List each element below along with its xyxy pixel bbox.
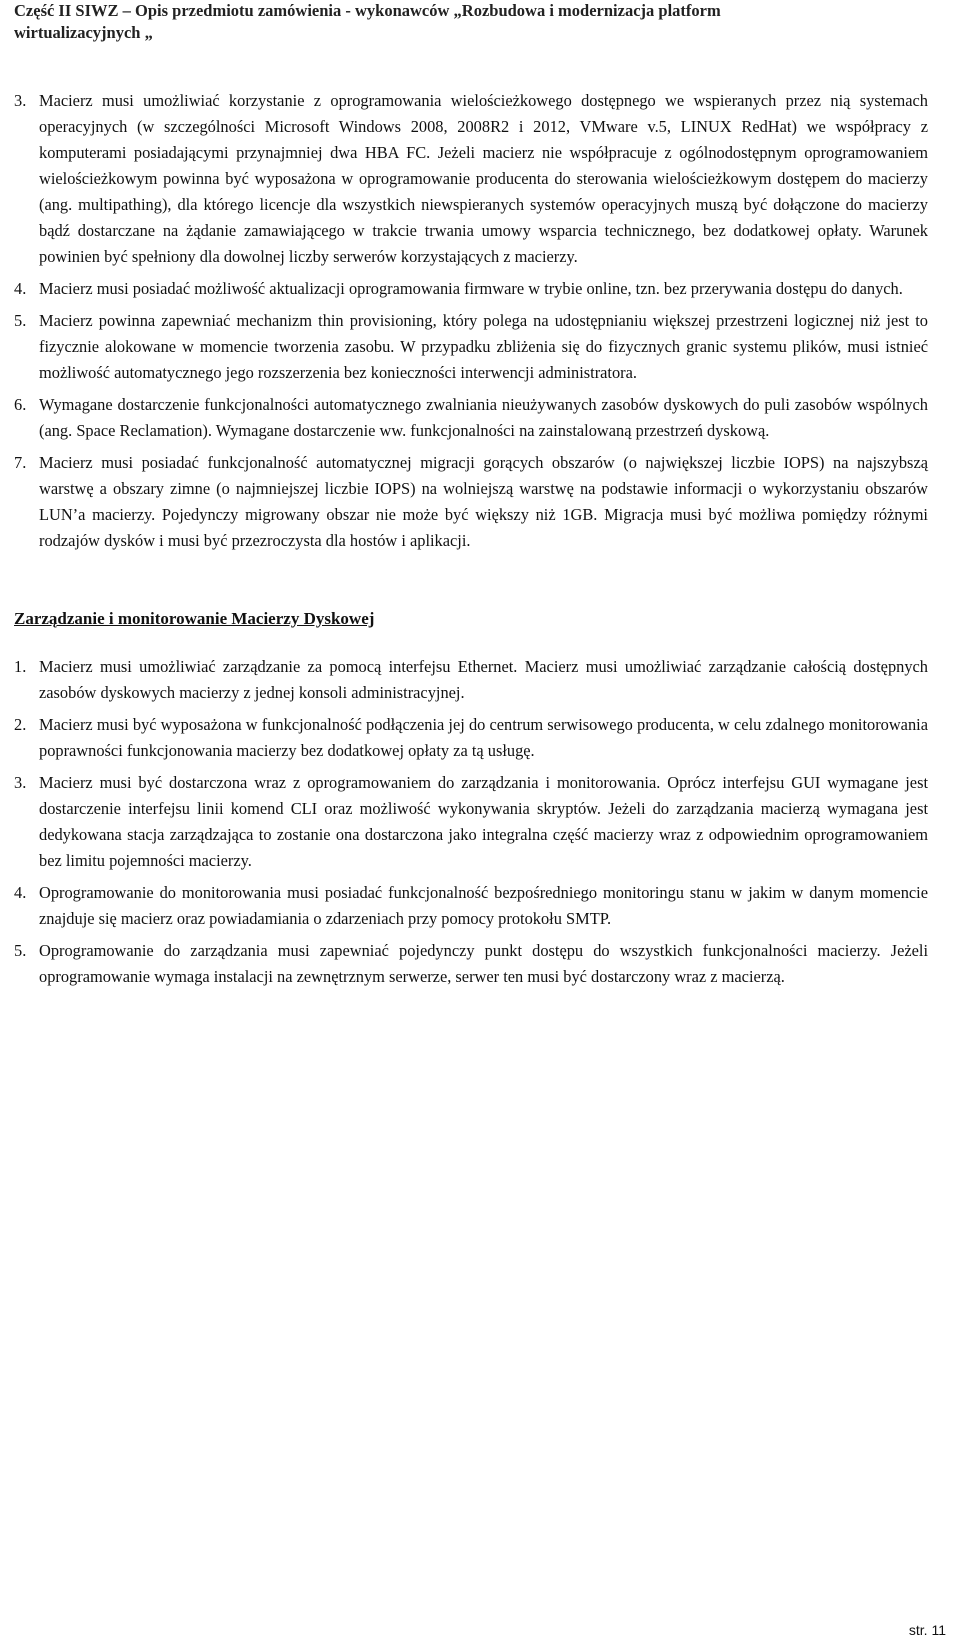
list-item [14,654,928,706]
item-number: 3. [14,91,27,110]
list-item [14,450,928,554]
item-number: 2. [14,715,27,734]
list-item [14,88,928,270]
requirements-list-management [14,654,928,990]
running-header [14,0,914,44]
item-text: Oprogramowanie do monitorowania musi posiadać funkcjonalność bezpośredniego monitoringu stanu w jakim w danym momencie znajduje się macierz oraz powiadamiania o zdarzeniach przy pomocy protokołu SMTP. [39,883,928,928]
item-text: Macierz powinna zapewniać mechanizm thin provisioning, który polega na udostępnianiu większej przestrzeni logicznej niż jest to fizycznie alokowane w momencie tworzenia zasobu. W przypadku zbliżenia się do fizycznych granic systemu plików, musi istnieć możliwość automatycznego jego rozszerzenia bez konieczności interwencji administratora. [39,311,928,382]
item-text: Wymagane dostarczenie funkcjonalności automatycznego zwalniania nieużywanych zasobów dyskowych do puli zasobów wspólnych (ang. Space Reclamation). Wymagane dostarczenie ww. funkcjonalności na zainstalowaną przestrzeń dyskową. [39,395,928,440]
header-line-1: Część II SIWZ – Opis przedmiotu zamówienia - wykonawców „Rozbudowa i modernizacja platform [14,1,721,20]
section-heading: Zarządzanie i monitorowanie Macierzy Dyskowej [14,609,375,628]
item-number: 4. [14,883,27,902]
item-number: 5. [14,941,27,960]
item-text: Macierz musi posiadać możliwość aktualizacji oprogramowania firmware w trybie online, tzn. bez przerywania dostępu do danych. [39,279,903,298]
item-text: Macierz musi posiadać funkcjonalność automatycznej migracji gorących obszarów (o największej liczbie IOPS) na najszybszą warstwę a obszary zimne (o najmniejszej liczbie IOPS) na wolniejszą warstwę na podstawie informacji o wykorzystaniu obszarów LUN’a macierzy. Pojedynczy migrowany obszar nie może być większy niż 1GB. Migracja musi być możliwa pomiędzy różnymi rodzajów dysków i musi być przezroczysta dla hostów i aplikacji. [39,453,928,550]
list-item [14,770,928,874]
item-number: 1. [14,657,27,676]
item-number: 5. [14,311,27,330]
list-item [14,712,928,764]
item-text: Macierz musi umożliwiać korzystanie z oprogramowania wielościeżkowego dostępnego we wspieranych przez nią systemach operacyjnych (w szczególności Microsoft Windows 2008, 2008R2 i 2012, VMware v.5, LINUX RedHat) we współpracy z komputerami posiadającymi przynajmniej dwa HBA FC. Jeżeli macierz nie współpracuje z ogólnodostępnym oprogramowaniem wielościeżkowym powinna być wyposażona w oprogramowanie producenta do sterowania wielościeżkowym dostępem do macierzy (ang. multipathing), dla którego licencje dla wszystkich niewspieranych systemów operacyjnych muszą być dołączone do macierzy bądź dostarczane na żądanie zamawiającego w trakcie trwania umowy wsparcia technicznego, bez dodatkowej opłaty. Warunek powinien być spełniony dla dowolnej liczby serwerów korzystających z macierzy. [39,91,928,266]
item-number: 3. [14,773,27,792]
page-number: str. 11 [908,1622,946,1638]
list-item [14,308,928,386]
list-item [14,938,928,990]
item-text: Macierz musi umożliwiać zarządzanie za pomocą interfejsu Ethernet. Macierz musi umożliwiać zarządzanie całością dostępnych zasobów dyskowych macierzy z jednej konsoli administracyjnej. [39,657,928,702]
list-item [14,880,928,932]
item-text: Macierz musi być dostarczona wraz z oprogramowaniem do zarządzania i monitorowania. Oprócz interfejsu GUI wymagane jest dostarczenie interfejsu linii komend CLI oraz możliwość wykonywania skryptów. Jeżeli do zarządzania macierzą wymagana jest dedykowana stacja zarządzająca to zostanie ona dostarczona jako integralna część macierzy wraz z odpowiednim oprogramowaniem bez limitu pojemności macierzy. [39,773,928,870]
document-body [14,88,928,996]
item-text: Oprogramowanie do zarządzania musi zapewniać pojedynczy punkt dostępu do wszystkich funkcjonalności macierzy. Jeżeli oprogramowanie wymaga instalacji na zewnętrznym serwerze, serwer ten musi być dostarczony wraz z macierzą. [39,941,928,986]
item-number: 7. [14,453,27,472]
header-line-2: wirtualizacyjnych „ [14,23,153,42]
requirements-list-storage [14,88,928,554]
list-item [14,276,928,302]
item-number: 6. [14,395,27,414]
item-text: Macierz musi być wyposażona w funkcjonalność podłączenia jej do centrum serwisowego producenta, w celu zdalnego monitorowania poprawności funkcjonowania macierzy bez dodatkowej opłaty za tą usługę. [39,715,928,760]
list-item [14,392,928,444]
item-number: 4. [14,279,27,298]
